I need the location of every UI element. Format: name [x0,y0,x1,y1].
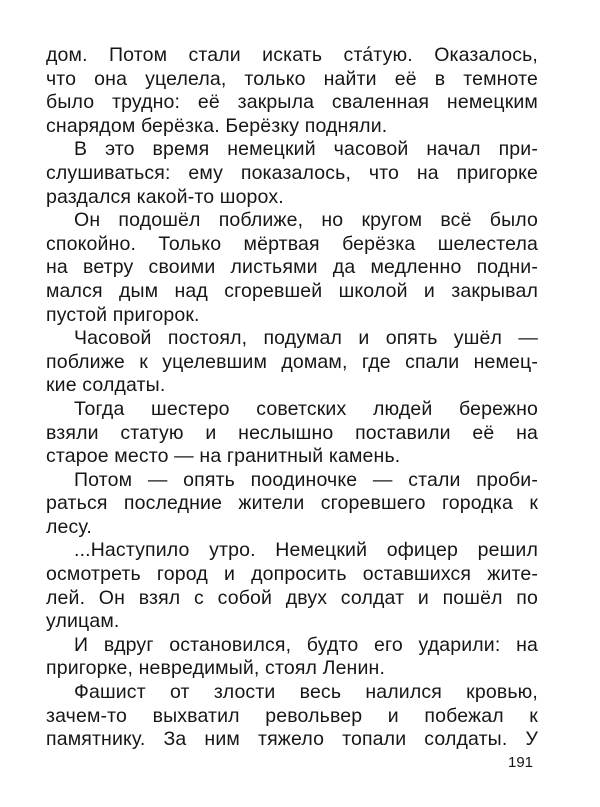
text-line: кие солдаты. [46,374,166,397]
text-line: осмотреть город и допросить оставшихся жите- [46,563,538,586]
text-line: лесу. [46,515,92,538]
text-line: поближе к уцелевшим домам, где спали немец- [46,350,538,373]
paragraph [46,539,538,633]
paragraph [46,138,538,209]
paragraph [46,327,538,398]
paragraph [46,681,538,752]
paragraph [46,634,538,681]
text-line: лей. Он взял с собой двух солдат и пошёл по [46,586,538,609]
text-line: взяли статую и неслышно поставили её на [46,421,538,444]
text-line: спокойно. Только мёртвая берёзка шелестела [46,232,538,255]
text-line: снарядом берёзка. Берёзку подняли. [46,114,388,137]
text-line: пустой пригорок. [46,303,200,326]
text-line: улицам. [46,610,120,633]
text-line: раться последние жители сгоревшего городка к [46,492,538,515]
text-line: Часовой постоял, подумал и опять ушёл — [74,327,538,350]
page-number: 191 [508,754,534,771]
text-line: было трудно: её закрыла сваленная немецким [46,91,538,114]
paragraph [46,398,538,469]
text-line: Он подошёл поближе, но кругом всё было [74,209,538,232]
text-line: И вдруг остановился, будто его ударили: на [74,633,538,656]
text-line: на ветру своими листьями да медленно подни- [46,256,538,279]
text-line: пригорке, невредимый, стоял Ленин. [46,657,386,680]
text-line: В это время немецкий часовой начал при- [74,138,538,161]
paragraph [46,469,538,540]
text-line: Фашист от злости весь налился кровью, [74,681,538,704]
text-line: что она уцелела, только найти её в темноте [46,67,538,90]
text-line: слушиваться: ему показалось, что на пригорке [46,161,538,184]
text-line: мался дым над сгоревшей школой и закрывал [46,279,538,302]
text-line: зачем-то выхватил револьвер и побежал к [46,704,538,727]
paragraph [46,209,538,327]
text-line: Потом — опять поодиночке — стали проби- [74,468,538,491]
text-line: дом. Потом стали искать ста́тую. Оказалось, [46,44,538,66]
text-line: ...Наступило утро. Немецкий офицер решил [74,539,538,562]
paragraph [46,44,538,138]
page-text [46,44,538,752]
text-line: старое место — на гранитный камень. [46,445,401,468]
text-line: памятнику. За ним тяжело топали солдаты. У [46,728,538,751]
text-line: Тогда шестеро советских людей бережно [74,397,538,420]
text-line: раздался какой-то шорох. [46,185,284,208]
